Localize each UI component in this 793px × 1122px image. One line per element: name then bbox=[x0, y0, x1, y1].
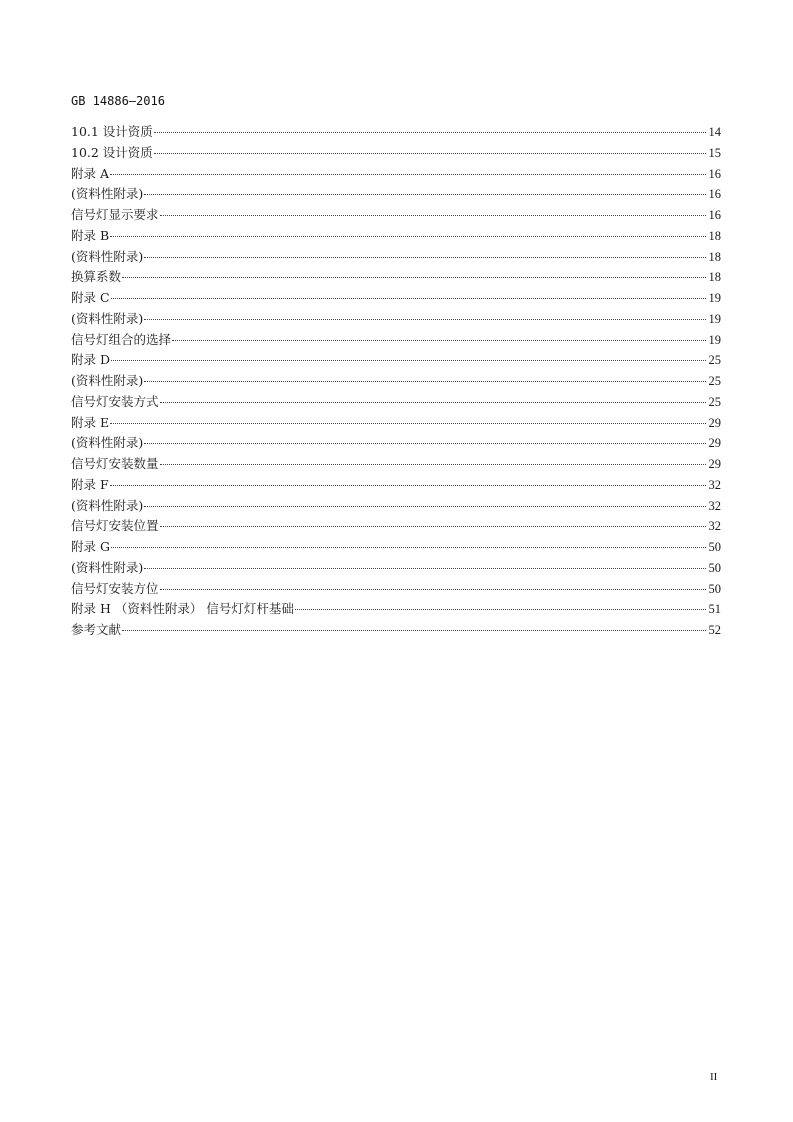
toc-entry-page: 19 bbox=[708, 291, 721, 305]
toc-entry-page: 52 bbox=[708, 623, 721, 637]
page-number: II bbox=[710, 1071, 718, 1083]
toc-entry-title: 信号灯安装数量 bbox=[71, 456, 159, 471]
toc-entry-title: 附录 D bbox=[71, 352, 110, 368]
toc-leader-dots bbox=[144, 381, 706, 382]
toc-entry[interactable] bbox=[71, 184, 721, 205]
toc-entry[interactable] bbox=[71, 226, 721, 247]
toc-leader-dots bbox=[160, 215, 706, 216]
toc-entry-title: 信号灯组合的选择 bbox=[71, 331, 172, 347]
toc-entry[interactable] bbox=[71, 620, 721, 641]
toc-entry[interactable] bbox=[71, 433, 721, 454]
toc-entry-title: 附录 A bbox=[71, 165, 110, 181]
toc-entry-title: 附录 B bbox=[71, 227, 110, 243]
toc-entry-title: (资料性附录) bbox=[71, 248, 144, 264]
toc-entry-title: 附录 G bbox=[71, 539, 110, 554]
toc-entry[interactable] bbox=[71, 454, 721, 475]
toc-leader-dots bbox=[111, 298, 706, 299]
toc-entry-title: (资料性附录) bbox=[71, 559, 144, 575]
toc-entry-title: 附录 E bbox=[71, 414, 110, 430]
toc-entry-page: 50 bbox=[708, 540, 721, 554]
toc-entry[interactable] bbox=[71, 330, 721, 351]
toc-entry-page: 32 bbox=[708, 498, 721, 513]
toc-entry-page: 19 bbox=[708, 332, 721, 347]
toc-leader-dots bbox=[144, 319, 706, 320]
toc-entry[interactable] bbox=[71, 392, 721, 413]
toc-entry-page: 25 bbox=[708, 394, 721, 409]
toc-entry[interactable] bbox=[71, 599, 721, 620]
toc-entry[interactable] bbox=[71, 267, 721, 288]
toc-entry-title: (资料性附录) bbox=[71, 186, 144, 202]
toc-entry[interactable] bbox=[71, 579, 721, 600]
toc-entry[interactable] bbox=[71, 537, 721, 558]
toc-entry-page: 51 bbox=[708, 602, 721, 617]
toc-entry[interactable] bbox=[71, 143, 721, 164]
toc-entry-page: 29 bbox=[708, 415, 721, 430]
toc-leader-dots bbox=[110, 423, 706, 424]
toc-entry-page: 29 bbox=[708, 436, 721, 451]
toc-entry[interactable] bbox=[71, 164, 721, 185]
toc-entry-page: 29 bbox=[708, 457, 721, 471]
toc-leader-dots bbox=[160, 589, 706, 590]
toc-leader-dots bbox=[110, 174, 706, 175]
toc-leader-dots bbox=[154, 132, 706, 133]
toc-leader-dots bbox=[295, 609, 706, 610]
toc-leader-dots bbox=[111, 360, 706, 361]
toc-entry-page: 25 bbox=[708, 374, 721, 388]
toc-entry-title: 10.2 设计资质 bbox=[71, 144, 153, 160]
toc-leader-dots bbox=[122, 630, 706, 631]
toc-entry[interactable] bbox=[71, 247, 721, 268]
toc-leader-dots bbox=[144, 443, 706, 444]
toc-entry[interactable] bbox=[71, 350, 721, 371]
toc-entry-title: 信号灯显示要求 bbox=[71, 207, 159, 222]
toc-entry-title: (资料性附录) bbox=[71, 497, 144, 513]
toc-entry-page: 16 bbox=[708, 166, 721, 181]
toc-entry[interactable] bbox=[71, 516, 721, 537]
toc-leader-dots bbox=[144, 257, 706, 258]
toc-leader-dots bbox=[110, 485, 706, 486]
toc-entry-page: 32 bbox=[708, 477, 721, 492]
toc-leader-dots bbox=[144, 194, 706, 195]
toc-leader-dots bbox=[144, 506, 706, 507]
toc-entry[interactable] bbox=[71, 309, 721, 330]
toc-entry-title: 信号灯安装位置 bbox=[71, 518, 159, 534]
toc-leader-dots bbox=[154, 153, 706, 154]
toc-entry-page: 50 bbox=[708, 560, 721, 575]
toc-entry-title: 附录 F bbox=[71, 476, 109, 492]
toc-entry-page: 18 bbox=[708, 270, 721, 285]
toc-leader-dots bbox=[122, 277, 706, 278]
toc-entry[interactable] bbox=[71, 413, 721, 434]
document-code: GB 14886—2016 bbox=[71, 94, 165, 108]
toc-leader-dots bbox=[172, 340, 706, 341]
toc-entry-title: 附录 H （资料性附录） 信号灯灯杆基础 bbox=[71, 601, 294, 617]
toc-entry-page: 50 bbox=[708, 581, 721, 596]
toc-entry-page: 15 bbox=[708, 145, 721, 160]
toc-entry[interactable] bbox=[71, 288, 721, 309]
toc-entry[interactable] bbox=[71, 496, 721, 517]
toc-leader-dots bbox=[160, 526, 706, 527]
toc-entry-title: 换算系数 bbox=[71, 269, 122, 285]
toc-entry-page: 18 bbox=[708, 228, 721, 243]
toc-entry-page: 25 bbox=[708, 353, 721, 368]
toc-entry[interactable] bbox=[71, 122, 721, 143]
table-of-contents bbox=[71, 122, 721, 641]
toc-entry-title: 信号灯安装方式 bbox=[71, 393, 159, 409]
toc-entry-title: 10.1 设计资质 bbox=[71, 124, 153, 139]
toc-entry[interactable] bbox=[71, 558, 721, 579]
toc-leader-dots bbox=[144, 568, 706, 569]
toc-entry-page: 32 bbox=[708, 519, 721, 534]
toc-entry-title: 参考文献 bbox=[71, 622, 122, 637]
toc-entry-page: 16 bbox=[708, 187, 721, 202]
toc-leader-dots bbox=[160, 402, 706, 403]
toc-leader-dots bbox=[111, 547, 706, 548]
toc-entry[interactable] bbox=[71, 205, 721, 226]
toc-leader-dots bbox=[160, 464, 706, 465]
toc-entry[interactable] bbox=[71, 371, 721, 392]
toc-entry-title: (资料性附录) bbox=[71, 310, 144, 326]
toc-entry-page: 18 bbox=[708, 249, 721, 264]
toc-entry-title: 附录 C bbox=[71, 290, 110, 305]
toc-entry[interactable] bbox=[71, 475, 721, 496]
toc-entry-title: (资料性附录) bbox=[71, 373, 144, 388]
toc-entry-title: 信号灯安装方位 bbox=[71, 580, 159, 596]
toc-leader-dots bbox=[110, 236, 706, 237]
toc-entry-title: (资料性附录) bbox=[71, 435, 144, 451]
toc-entry-page: 16 bbox=[708, 208, 721, 222]
toc-entry-page: 19 bbox=[708, 311, 721, 326]
toc-entry-page: 14 bbox=[708, 125, 721, 139]
